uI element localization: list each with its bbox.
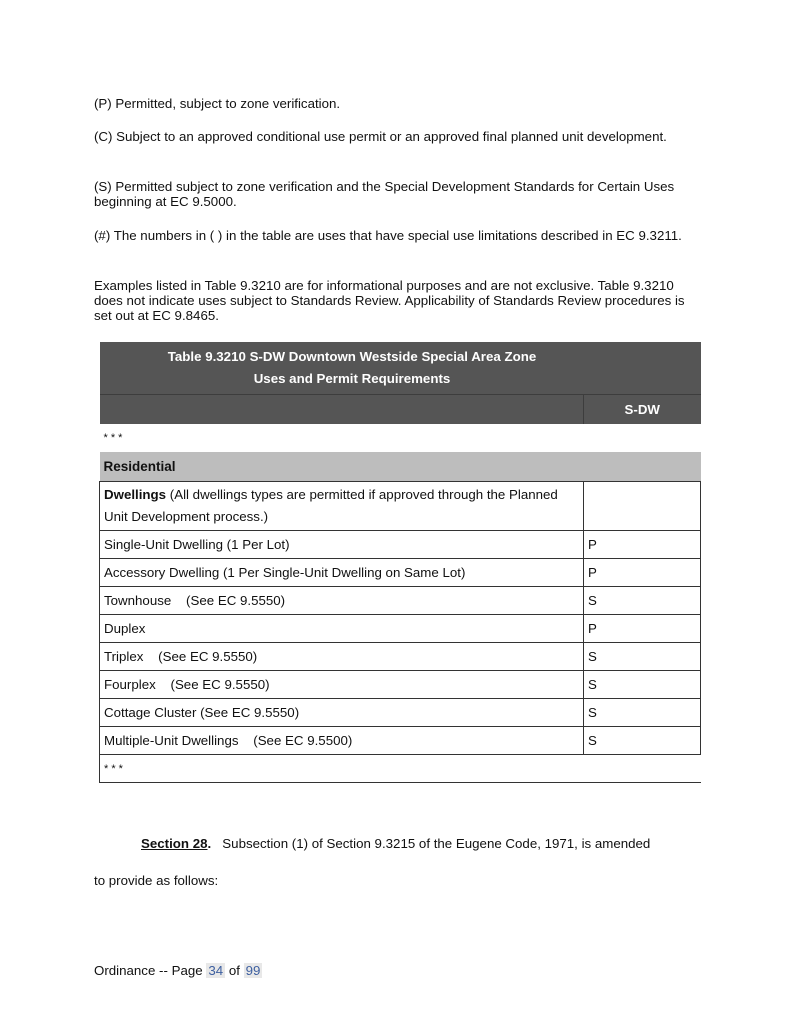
permit-code: P xyxy=(584,615,701,643)
table-title-line2: Uses and Permit Requirements xyxy=(253,371,451,386)
table-row xyxy=(100,615,701,643)
section-period: . xyxy=(207,836,212,851)
use-name: Multiple-Unit Dwellings (See EC 9.5500) xyxy=(100,727,584,755)
table-row xyxy=(100,559,701,587)
permit-code: S xyxy=(584,643,701,671)
page-footer xyxy=(94,963,262,978)
permit-code: P xyxy=(584,531,701,559)
use-name: Accessory Dwelling (1 Per Single-Unit Dwelling on Same Lot) xyxy=(100,559,584,587)
footer-prefix: Ordinance -- Page xyxy=(94,963,207,978)
total-pages: 99 xyxy=(245,963,261,978)
section-text: Subsection (1) of Section 9.3215 of the Eugene Code, 1971, is amended xyxy=(211,836,651,851)
page-number: 34 xyxy=(208,963,224,978)
table-row xyxy=(100,587,701,615)
permit-code: S xyxy=(584,699,701,727)
footer-of: of xyxy=(225,963,244,978)
column-header-sdw: S-DW xyxy=(584,395,701,425)
column-header-use xyxy=(100,395,584,425)
use-name: Triplex (See EC 9.5550) xyxy=(100,643,584,671)
table-row xyxy=(100,643,701,671)
use-name: Cottage Cluster (See EC 9.5550) xyxy=(100,699,584,727)
table-title-line1: Table 9.3210 S-DW Downtown Westside Special Area Zone xyxy=(167,349,537,364)
table-row xyxy=(100,699,701,727)
table-row xyxy=(100,531,701,559)
group-sdw xyxy=(584,482,701,531)
use-name: Townhouse (See EC 9.5550) xyxy=(100,587,584,615)
ellipsis-row xyxy=(100,424,701,452)
table-row xyxy=(100,727,701,755)
section-paragraph xyxy=(94,836,704,851)
section-number: Section 28 xyxy=(141,836,208,851)
ellipsis: * * * xyxy=(100,755,701,783)
section-continuation: to provide as follows: xyxy=(94,873,219,888)
uses-permit-table xyxy=(99,342,701,783)
table-row xyxy=(100,671,701,699)
table-title xyxy=(100,342,701,395)
section-row xyxy=(100,452,701,482)
section-label: Residential xyxy=(100,452,701,482)
permit-code: S xyxy=(584,587,701,615)
examples-note: Examples listed in Table 9.3210 are for informational purposes and are not exclusive. Table 9.3210 does not indicate uses subject to Standards Review. Applicability of Standards Review procedures is set out at EC 9.8465. xyxy=(94,278,685,323)
use-name: Fourplex (See EC 9.5550) xyxy=(100,671,584,699)
permit-code: S xyxy=(584,671,701,699)
group-title: Dwellings xyxy=(104,487,167,502)
permit-code: P xyxy=(584,559,701,587)
ellipsis: * * * xyxy=(103,432,123,444)
legend-special: (S) Permitted subject to zone verification and the Special Development Standards for Certain Uses beginning at EC 9.5000. xyxy=(94,179,675,209)
group-note: (All dwellings types are permitted if approved through the Planned Unit Development process.) xyxy=(104,487,558,524)
legend-conditional: (C) Subject to an approved conditional use permit or an approved final planned unit development. xyxy=(94,129,667,144)
group-description xyxy=(100,482,584,531)
use-name: Duplex xyxy=(100,615,584,643)
use-name: Single-Unit Dwelling (1 Per Lot) xyxy=(100,531,584,559)
column-header-row xyxy=(100,395,701,425)
legend-permitted: (P) Permitted, subject to zone verification. xyxy=(94,96,341,111)
ellipsis-row-end xyxy=(100,755,701,783)
table-title-row xyxy=(100,342,701,395)
permit-code: S xyxy=(584,727,701,755)
group-row xyxy=(100,482,701,531)
legend-numbers: (#) The numbers in ( ) in the table are uses that have special use limitations described in EC 9.3211. xyxy=(94,228,682,243)
